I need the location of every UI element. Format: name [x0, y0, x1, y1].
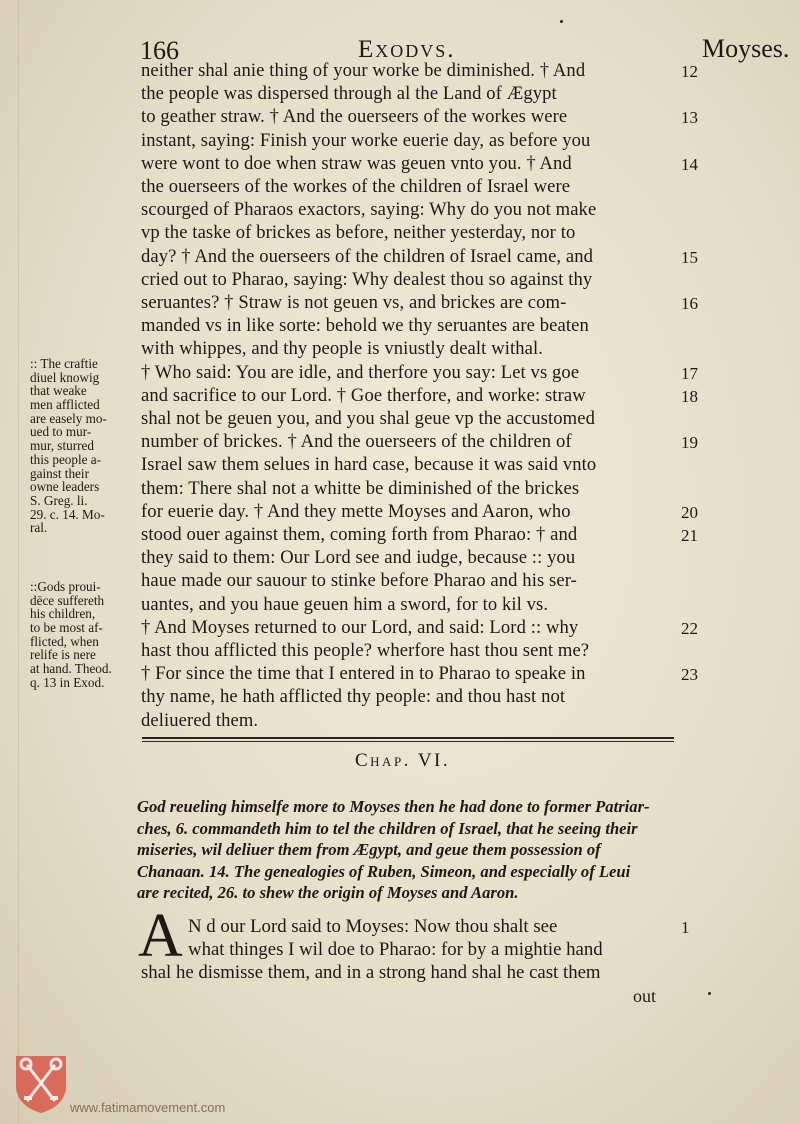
- body-line: deliuered them.: [141, 710, 259, 731]
- verse-number: 17: [681, 364, 698, 383]
- margin-note-line: relife is nere: [30, 647, 96, 663]
- verse-number: 1: [681, 918, 690, 937]
- margin-note-line: diuel knowig: [30, 369, 100, 385]
- body-line: manded vs in like sorte: behold we thy seruantes are beaten: [141, 315, 589, 336]
- section-rule: [142, 737, 674, 739]
- margin-note-line: 29. c. 14. Mo-: [30, 506, 105, 522]
- argument-line: Chanaan. 14. The genealogies of Ruben, Simeon, and especially of Leui: [137, 861, 631, 881]
- argument-line: miseries, wil deliuer them from Ægypt, and geue them possession of: [137, 840, 601, 859]
- margin-note-line: to be most af-: [30, 620, 103, 636]
- chapter-line: shal he dismisse them, and in a strong hand shal he cast them: [141, 962, 601, 983]
- argument-line: are recited, 26. to shew the origin of Moyses and Aaron.: [137, 883, 519, 902]
- body-line: shal not be geuen you, and you shal geue vp the accustomed: [141, 408, 595, 429]
- margin-note-line: at hand. Theod.: [30, 661, 112, 677]
- margin-note-line: dēce suffereth: [30, 592, 105, 608]
- body-line: † Who said: You are idle, and therfore you say: Let vs goe: [141, 362, 580, 383]
- body-line: cried out to Pharao, saying: Why dealest thou so against thy: [141, 269, 593, 290]
- verse-number: 13: [681, 108, 698, 127]
- verse-number: 22: [681, 619, 698, 638]
- ink-speck: [560, 20, 563, 23]
- body-line: stood ouer against them, coming forth from Pharao: † and: [141, 524, 578, 545]
- body-line: them: There shal not a whitte be diminished of the brickes: [141, 478, 580, 499]
- chapter-line: what thinges I wil doe to Pharao: for by a mightie hand: [188, 939, 603, 960]
- margin-note-line: ral.: [30, 520, 48, 536]
- verse-number: 23: [681, 665, 698, 684]
- body-line: vp the taske of brickes as before, neither yesterday, nor to: [141, 222, 576, 243]
- ink-speck: [708, 992, 711, 995]
- body-line: haue made our sauour to stinke before Pharao and his ser-: [141, 570, 577, 591]
- margin-note-line: :: The craftie: [30, 356, 98, 371]
- argument-line: ches, 6. commandeth him to tel the children of Israel, that he seeing their: [137, 818, 638, 838]
- body-line: to geather straw. † And the ouerseers of the workes were: [141, 106, 568, 127]
- verse-number: 14: [681, 155, 698, 174]
- body-line: number of brickes. † And the ouerseers of the children of: [141, 431, 572, 452]
- body-line: with whippes, and thy people is vniustly dealt withal.: [141, 338, 544, 359]
- body-line: seruantes? † Straw is not geuen vs, and brickes are com-: [141, 292, 567, 313]
- page-number: 166: [140, 36, 179, 65]
- section-rule-thin: [142, 741, 674, 742]
- margin-note-line: his children,: [30, 606, 96, 622]
- margin-note-line: this people a-: [30, 451, 102, 467]
- margin-note-line: men afflicted: [30, 397, 100, 413]
- verse-number: 12: [681, 62, 698, 81]
- body-line: thy name, he hath afflicted thy people: and thou hast not: [141, 686, 566, 707]
- margin-note-line: S. Greg. li.: [30, 492, 88, 508]
- margin-note-line: that weake: [30, 383, 87, 399]
- argument-line: God reueling himselfe more to Moyses then he had done to former Patriar-: [137, 797, 650, 816]
- watermark-text[interactable]: www.fatimamovement.com: [70, 1100, 226, 1115]
- verse-number: 21: [681, 526, 698, 545]
- drop-cap: A: [138, 902, 183, 970]
- catchword: out: [633, 986, 657, 1006]
- verse-number: 20: [681, 503, 698, 522]
- margin-note: [30, 357, 107, 535]
- body-line: neither shal anie thing of your worke be diminished. † And: [141, 60, 586, 81]
- body-line: uantes, and you haue geuen him a sword, for to kil vs.: [141, 594, 549, 615]
- body-line: † And Moyses returned to our Lord, and said: Lord :: why: [141, 617, 579, 638]
- body-line: the ouerseers of the workes of the children of Israel were: [141, 176, 571, 197]
- running-head: Exodvs.: [358, 36, 456, 63]
- body-line: scourged of Pharaos exactors, saying: Why do you not make: [141, 199, 597, 220]
- body-line: instant, saying: Finish your worke euerie day, as before you: [141, 130, 591, 151]
- verse-number: 15: [681, 248, 698, 267]
- body-line: were wont to doe when straw was geuen vnto you. † And: [141, 153, 572, 174]
- verse-number: 19: [681, 433, 698, 452]
- body-line: † For since the time that I entered in to Pharao to speake in: [141, 663, 586, 684]
- margin-note-line: q. 13 in Exod.: [30, 674, 105, 690]
- body-line: day? † And the ouerseers of the children of Israel came, and: [141, 246, 594, 267]
- margin-note-line: flicted, when: [30, 633, 99, 649]
- margin-note-line: ::Gods proui-: [30, 579, 101, 594]
- body-line: for euerie day. † And they mette Moyses and Aaron, who: [141, 501, 571, 522]
- body-line: Israel saw them selues in hard case, because it was said vnto: [141, 454, 597, 475]
- verse-number: 18: [681, 387, 698, 406]
- margin-note-line: owne leaders: [30, 479, 100, 495]
- margin-note-line: are easely mo-: [30, 410, 107, 426]
- chapter-heading: Chap. VI.: [355, 750, 451, 771]
- margin-note-line: gainst their: [30, 465, 89, 481]
- margin-note-line: ued to mur-: [30, 424, 92, 440]
- chapter-first-line: N d our Lord said to Moyses: Now thou shalt see: [188, 916, 558, 937]
- margin-note: [30, 580, 112, 690]
- body-line: they said to them: Our Lord see and iudge, because :: you: [141, 547, 576, 568]
- margin-note-line: mur, sturred: [30, 438, 94, 454]
- papal-keys-shield-icon: [12, 1052, 70, 1114]
- body-line: the people was dispersed through al the Land of Ægypt: [141, 83, 557, 104]
- running-name: Moyses.: [702, 34, 790, 63]
- body-line: hast thou afflicted this people? wherfore hast thou sent me?: [141, 640, 590, 661]
- verse-number: 16: [681, 294, 698, 313]
- page-fold-shadow: [18, 0, 19, 1124]
- body-line: and sacrifice to our Lord. † Goe therfore, and worke: straw: [141, 385, 586, 406]
